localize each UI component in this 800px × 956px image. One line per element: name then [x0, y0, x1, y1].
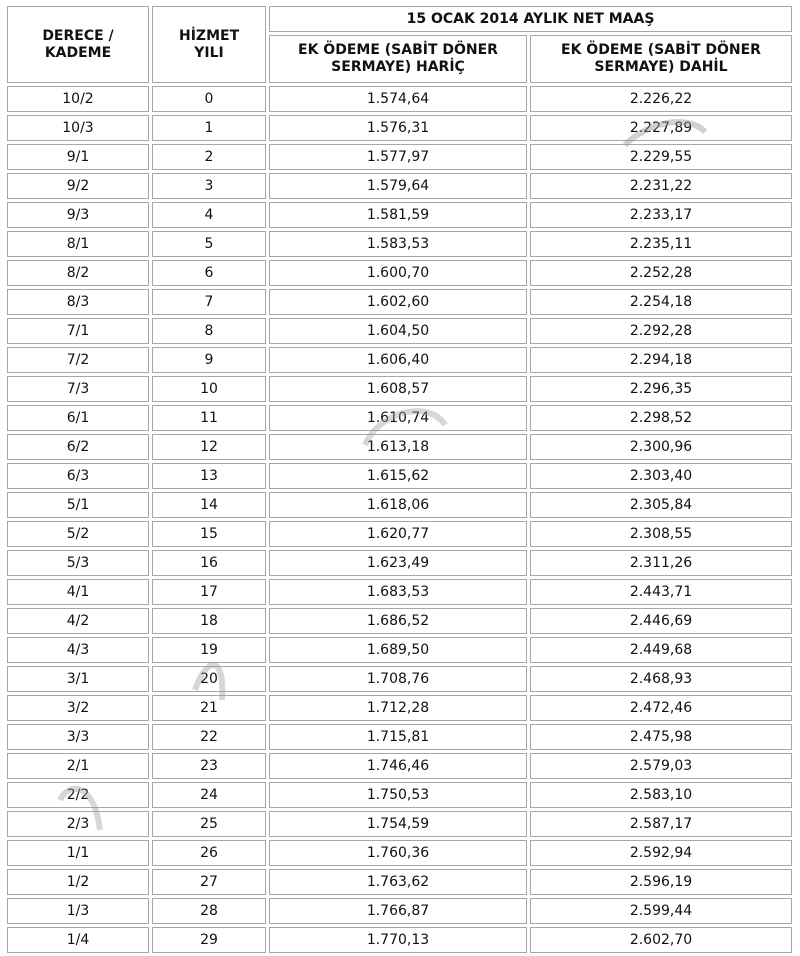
hizmet-yili-cell: 9: [152, 347, 266, 373]
table-header: [7, 6, 792, 83]
table-row: [7, 521, 792, 547]
dahil-amount-cell: 2.227,89: [530, 115, 792, 141]
dahil-amount-cell: 2.300,96: [530, 434, 792, 460]
derece-cell: 5/1: [7, 492, 149, 518]
net-maas-group-header: 15 OCAK 2014 AYLIK NET MAAŞ: [269, 6, 792, 32]
hizmet-yili-cell: 24: [152, 782, 266, 808]
dahil-amount-cell: 2.252,28: [530, 260, 792, 286]
haric-amount-cell: 1.618,06: [269, 492, 527, 518]
table-row: [7, 289, 792, 315]
hizmet-yili-cell: 3: [152, 173, 266, 199]
table-row: [7, 579, 792, 605]
haric-amount-cell: 1.602,60: [269, 289, 527, 315]
derece-cell: 10/3: [7, 115, 149, 141]
hizmet-yili-cell: 13: [152, 463, 266, 489]
hizmet-yili-cell: 12: [152, 434, 266, 460]
haric-amount-cell: 1.750,53: [269, 782, 527, 808]
hizmet-yili-cell: 15: [152, 521, 266, 547]
dahil-amount-cell: 2.475,98: [530, 724, 792, 750]
dahil-amount-cell: 2.579,03: [530, 753, 792, 779]
haric-amount-cell: 1.615,62: [269, 463, 527, 489]
hizmet-yili-header: HİZMET YILI: [152, 6, 266, 83]
derece-cell: 2/1: [7, 753, 149, 779]
derece-cell: 1/3: [7, 898, 149, 924]
derece-cell: 8/2: [7, 260, 149, 286]
haric-amount-cell: 1.760,36: [269, 840, 527, 866]
haric-amount-cell: 1.577,97: [269, 144, 527, 170]
hizmet-yili-cell: 18: [152, 608, 266, 634]
derece-cell: 7/1: [7, 318, 149, 344]
table-row: [7, 318, 792, 344]
derece-cell: 9/2: [7, 173, 149, 199]
hizmet-yili-cell: 11: [152, 405, 266, 431]
hizmet-yili-cell: 2: [152, 144, 266, 170]
hizmet-yili-cell: 22: [152, 724, 266, 750]
haric-amount-cell: 1.608,57: [269, 376, 527, 402]
haric-amount-cell: 1.576,31: [269, 115, 527, 141]
table-row: [7, 434, 792, 460]
hizmet-yili-cell: 10: [152, 376, 266, 402]
table-body: [7, 86, 792, 953]
haric-amount-cell: 1.715,81: [269, 724, 527, 750]
derece-cell: 3/3: [7, 724, 149, 750]
derece-cell: 6/1: [7, 405, 149, 431]
table-row: [7, 927, 792, 953]
haric-amount-cell: 1.613,18: [269, 434, 527, 460]
table-row: [7, 260, 792, 286]
hizmet-yili-cell: 26: [152, 840, 266, 866]
dahil-amount-cell: 2.468,93: [530, 666, 792, 692]
dahil-amount-cell: 2.231,22: [530, 173, 792, 199]
table-row: [7, 695, 792, 721]
table-row: [7, 724, 792, 750]
haric-amount-cell: 1.606,40: [269, 347, 527, 373]
table-row: [7, 811, 792, 837]
table-row: [7, 376, 792, 402]
dahil-amount-cell: 2.602,70: [530, 927, 792, 953]
derece-cell: 5/3: [7, 550, 149, 576]
derece-cell: 8/1: [7, 231, 149, 257]
haric-amount-cell: 1.708,76: [269, 666, 527, 692]
haric-amount-cell: 1.766,87: [269, 898, 527, 924]
hizmet-yili-cell: 17: [152, 579, 266, 605]
table-row: [7, 115, 792, 141]
haric-amount-cell: 1.600,70: [269, 260, 527, 286]
hizmet-yili-cell: 19: [152, 637, 266, 663]
derece-kademe-header: DERECE / KADEME: [7, 6, 149, 83]
derece-cell: 8/3: [7, 289, 149, 315]
hizmet-yili-cell: 5: [152, 231, 266, 257]
derece-cell: 9/1: [7, 144, 149, 170]
table-row: [7, 492, 792, 518]
table-row: [7, 608, 792, 634]
derece-cell: 10/2: [7, 86, 149, 112]
hizmet-yili-cell: 29: [152, 927, 266, 953]
hizmet-yili-cell: 28: [152, 898, 266, 924]
dahil-amount-cell: 2.229,55: [530, 144, 792, 170]
hizmet-yili-cell: 16: [152, 550, 266, 576]
haric-amount-cell: 1.574,64: [269, 86, 527, 112]
dahil-column-header: EK ÖDEME (SABİT DÖNER SERMAYE) DAHİL: [530, 35, 792, 83]
hizmet-yili-cell: 6: [152, 260, 266, 286]
table-row: [7, 173, 792, 199]
dahil-amount-cell: 2.443,71: [530, 579, 792, 605]
haric-amount-cell: 1.712,28: [269, 695, 527, 721]
haric-column-header: EK ÖDEME (SABİT DÖNER SERMAYE) HARİÇ: [269, 35, 527, 83]
table-row: [7, 666, 792, 692]
dahil-amount-cell: 2.294,18: [530, 347, 792, 373]
derece-cell: 1/1: [7, 840, 149, 866]
haric-amount-cell: 1.686,52: [269, 608, 527, 634]
derece-cell: 4/2: [7, 608, 149, 634]
salary-table: [4, 3, 795, 956]
derece-cell: 9/3: [7, 202, 149, 228]
hizmet-yili-cell: 20: [152, 666, 266, 692]
table-row: [7, 202, 792, 228]
hizmet-yili-cell: 8: [152, 318, 266, 344]
haric-amount-cell: 1.583,53: [269, 231, 527, 257]
derece-cell: 3/2: [7, 695, 149, 721]
haric-amount-cell: 1.579,64: [269, 173, 527, 199]
derece-cell: 1/2: [7, 869, 149, 895]
hizmet-yili-cell: 4: [152, 202, 266, 228]
haric-amount-cell: 1.746,46: [269, 753, 527, 779]
haric-amount-cell: 1.770,13: [269, 927, 527, 953]
table-row: [7, 231, 792, 257]
dahil-amount-cell: 2.254,18: [530, 289, 792, 315]
derece-cell: 1/4: [7, 927, 149, 953]
derece-cell: 6/3: [7, 463, 149, 489]
dahil-amount-cell: 2.587,17: [530, 811, 792, 837]
derece-cell: 7/2: [7, 347, 149, 373]
dahil-amount-cell: 2.596,19: [530, 869, 792, 895]
dahil-amount-cell: 2.308,55: [530, 521, 792, 547]
table-row: [7, 405, 792, 431]
derece-cell: 5/2: [7, 521, 149, 547]
hizmet-yili-cell: 23: [152, 753, 266, 779]
dahil-amount-cell: 2.292,28: [530, 318, 792, 344]
haric-amount-cell: 1.623,49: [269, 550, 527, 576]
table-row: [7, 753, 792, 779]
haric-amount-cell: 1.581,59: [269, 202, 527, 228]
table-row: [7, 637, 792, 663]
dahil-amount-cell: 2.311,26: [530, 550, 792, 576]
dahil-amount-cell: 2.298,52: [530, 405, 792, 431]
derece-cell: 6/2: [7, 434, 149, 460]
dahil-amount-cell: 2.472,46: [530, 695, 792, 721]
dahil-amount-cell: 2.449,68: [530, 637, 792, 663]
table-row: [7, 898, 792, 924]
haric-amount-cell: 1.754,59: [269, 811, 527, 837]
haric-amount-cell: 1.620,77: [269, 521, 527, 547]
dahil-amount-cell: 2.296,35: [530, 376, 792, 402]
dahil-amount-cell: 2.235,11: [530, 231, 792, 257]
derece-cell: 3/1: [7, 666, 149, 692]
hizmet-yili-cell: 27: [152, 869, 266, 895]
haric-amount-cell: 1.689,50: [269, 637, 527, 663]
hizmet-yili-cell: 25: [152, 811, 266, 837]
dahil-amount-cell: 2.233,17: [530, 202, 792, 228]
derece-cell: 2/2: [7, 782, 149, 808]
hizmet-yili-cell: 21: [152, 695, 266, 721]
dahil-amount-cell: 2.303,40: [530, 463, 792, 489]
hizmet-yili-cell: 14: [152, 492, 266, 518]
table-row: [7, 869, 792, 895]
table-row: [7, 782, 792, 808]
hizmet-yili-cell: 1: [152, 115, 266, 141]
derece-cell: 4/1: [7, 579, 149, 605]
dahil-amount-cell: 2.599,44: [530, 898, 792, 924]
dahil-amount-cell: 2.305,84: [530, 492, 792, 518]
table-row: [7, 347, 792, 373]
table-row: [7, 86, 792, 112]
dahil-amount-cell: 2.592,94: [530, 840, 792, 866]
hizmet-yili-cell: 7: [152, 289, 266, 315]
dahil-amount-cell: 2.583,10: [530, 782, 792, 808]
table-row: [7, 463, 792, 489]
hizmet-yili-cell: 0: [152, 86, 266, 112]
dahil-amount-cell: 2.226,22: [530, 86, 792, 112]
table-row: [7, 550, 792, 576]
dahil-amount-cell: 2.446,69: [530, 608, 792, 634]
derece-cell: 7/3: [7, 376, 149, 402]
derece-cell: 2/3: [7, 811, 149, 837]
table-row: [7, 144, 792, 170]
haric-amount-cell: 1.683,53: [269, 579, 527, 605]
haric-amount-cell: 1.610,74: [269, 405, 527, 431]
haric-amount-cell: 1.763,62: [269, 869, 527, 895]
derece-cell: 4/3: [7, 637, 149, 663]
table-row: [7, 840, 792, 866]
haric-amount-cell: 1.604,50: [269, 318, 527, 344]
